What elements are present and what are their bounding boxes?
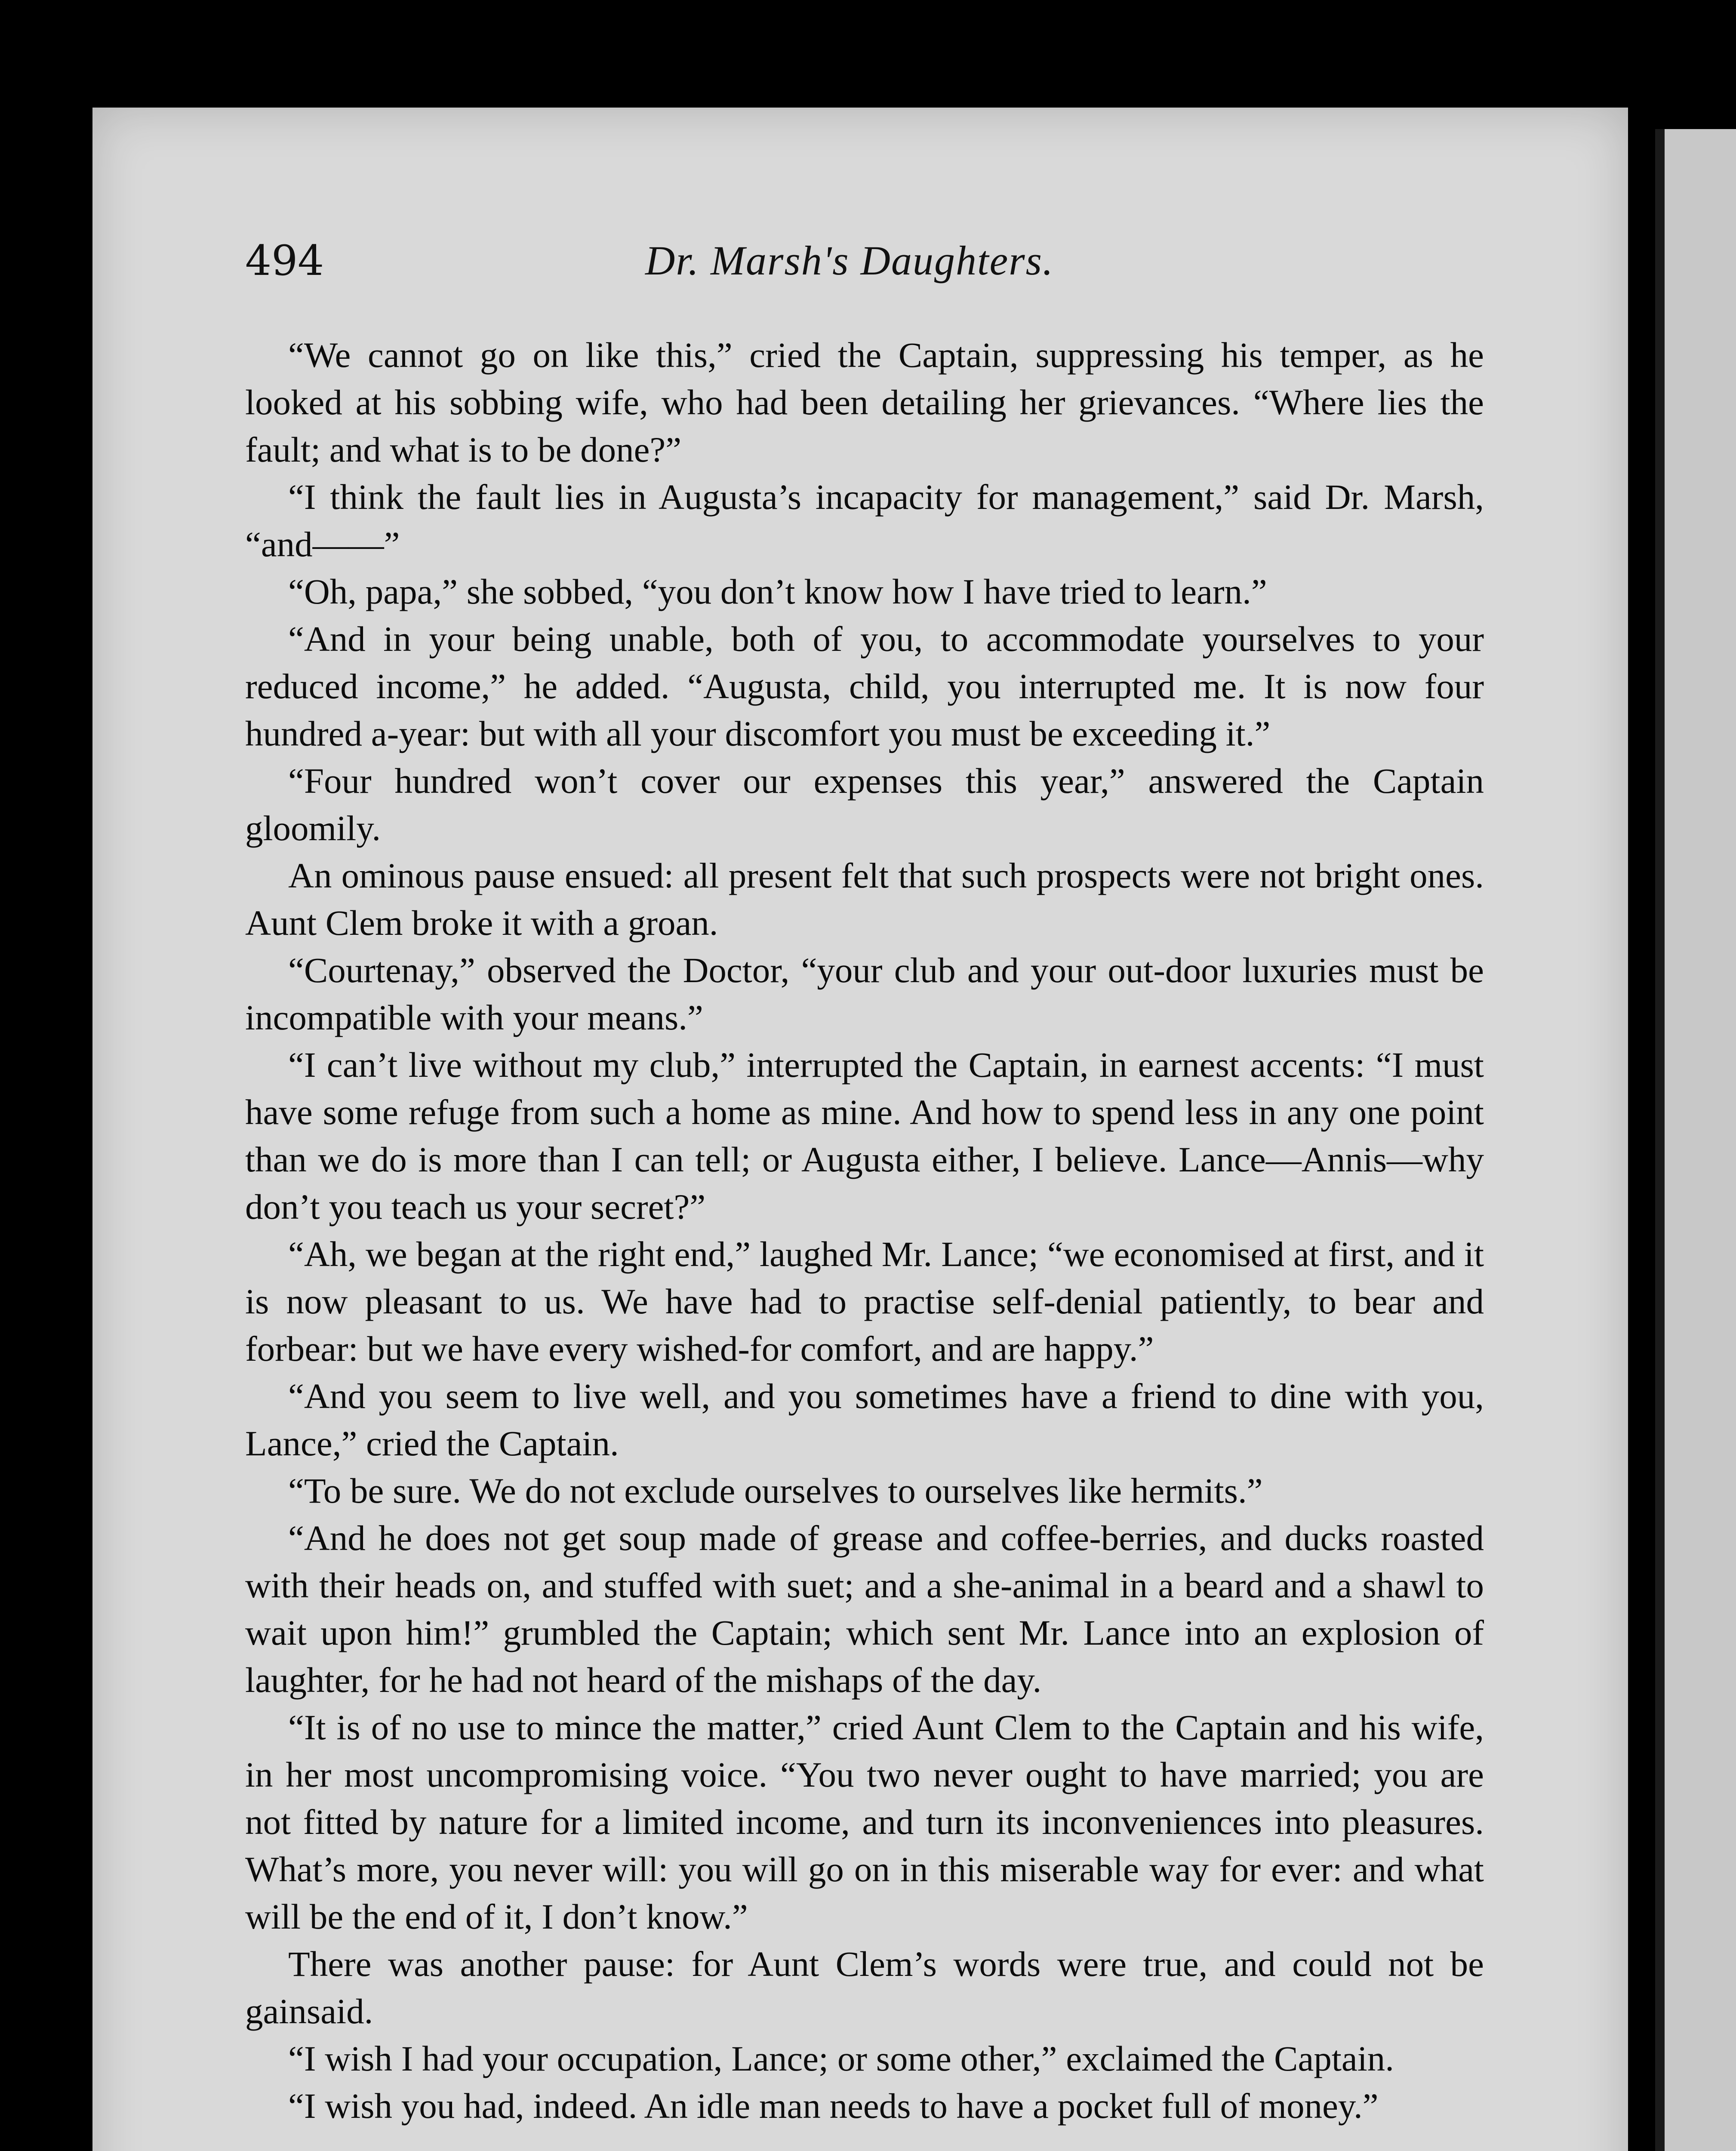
paragraph: “And you seem to live well, and you sometimes have a friend to dine with you, Lance,” cried the Captain. [245,1376,1484,1463]
paragraph: An ominous pause ensued: all present felt that such prospects were not bright ones. Aunt Clem broke it with a groan. [245,856,1484,943]
page-number: 494 [245,237,324,285]
paragraph: “It is of no use to mince the matter,” cried Aunt Clem to the Captain and his wife, in her most uncompromising voice. “You two never ought to have married; you are not fitted by nature for a limited income, and turn its inconveniences into pleasures. What’s more, you never will: you will go on in this miserable way for ever: and what will be the end of it, I don’t know.” [245,1707,1484,1936]
running-head: Dr. Marsh's Daughters. [645,237,1054,284]
page-header [245,228,1536,297]
paragraph: “We cannot go on like this,” cried the Captain, suppressing his temper, as he looked at his sobbing wife, who had been detailing her grievances. “Where lies the fault; and what is to be done?” [245,335,1484,469]
paragraph: “And in your being unable, both of you, to accommodate yourselves to your reduced income,” he added. “Augusta, child, you interrupted me. It is now four hundred a-year: but with all your discomfort you must be exceeding it.” [245,619,1484,753]
paragraph: “I think the fault lies in Augusta’s incapacity for management,” said Dr. Marsh, “and——” [245,477,1484,564]
paragraph: “I wish I had your occupation, Lance; or some other,” exclaimed the Captain. [288,2039,1394,2078]
paragraph: “To be sure. We do not exclude ourselves to ourselves like hermits.” [288,1471,1263,1510]
paragraph: “Ah, we began at the right end,” laughed Mr. Lance; “we economised at first, and it is now pleasant to us. We have had to practise self-denial patiently, to bear and forbear: but we have every wished-for comfort, and are happy.” [245,1234,1484,1368]
paragraph: “Four hundred won’t cover our expenses this year,” answered the Captain gloomily. [245,761,1484,848]
paragraph: “Courtenay,” observed the Doctor, “your club and your out-door luxuries must be incompatible with your means.” [245,950,1484,1037]
paragraph: “I wish you had, indeed. An idle man needs to have a pocket full of money.” [288,2086,1379,2126]
paragraph: “And he does not get soup made of grease and coffee-berries, and ducks roasted with their heads on, and stuffed with suet; and a she-animal in a beard and a shawl to wait upon him!” grumbled the Captain; which sent Mr. Lance into an explosion of laughter, for he had not heard of the mishaps of the day. [245,1518,1484,1700]
paragraph: “I can’t live without my club,” interrupted the Captain, in earnest accents: “I must have some refuge from such a home as mine. And how to spend less in any one point than we do is more than I can tell; or Augusta either, I believe. Lance—Annis—why don’t you teach us your secret?” [245,1045,1484,1227]
paragraph: “Oh, papa,” she sobbed, “you don’t know how I have tried to learn.” [288,572,1267,611]
body-text [245,331,1484,2129]
paragraph: There was another pause: for Aunt Clem’s words were true, and could not be gainsaid. [245,1944,1484,2031]
facing-page-edge [1655,129,1736,2151]
